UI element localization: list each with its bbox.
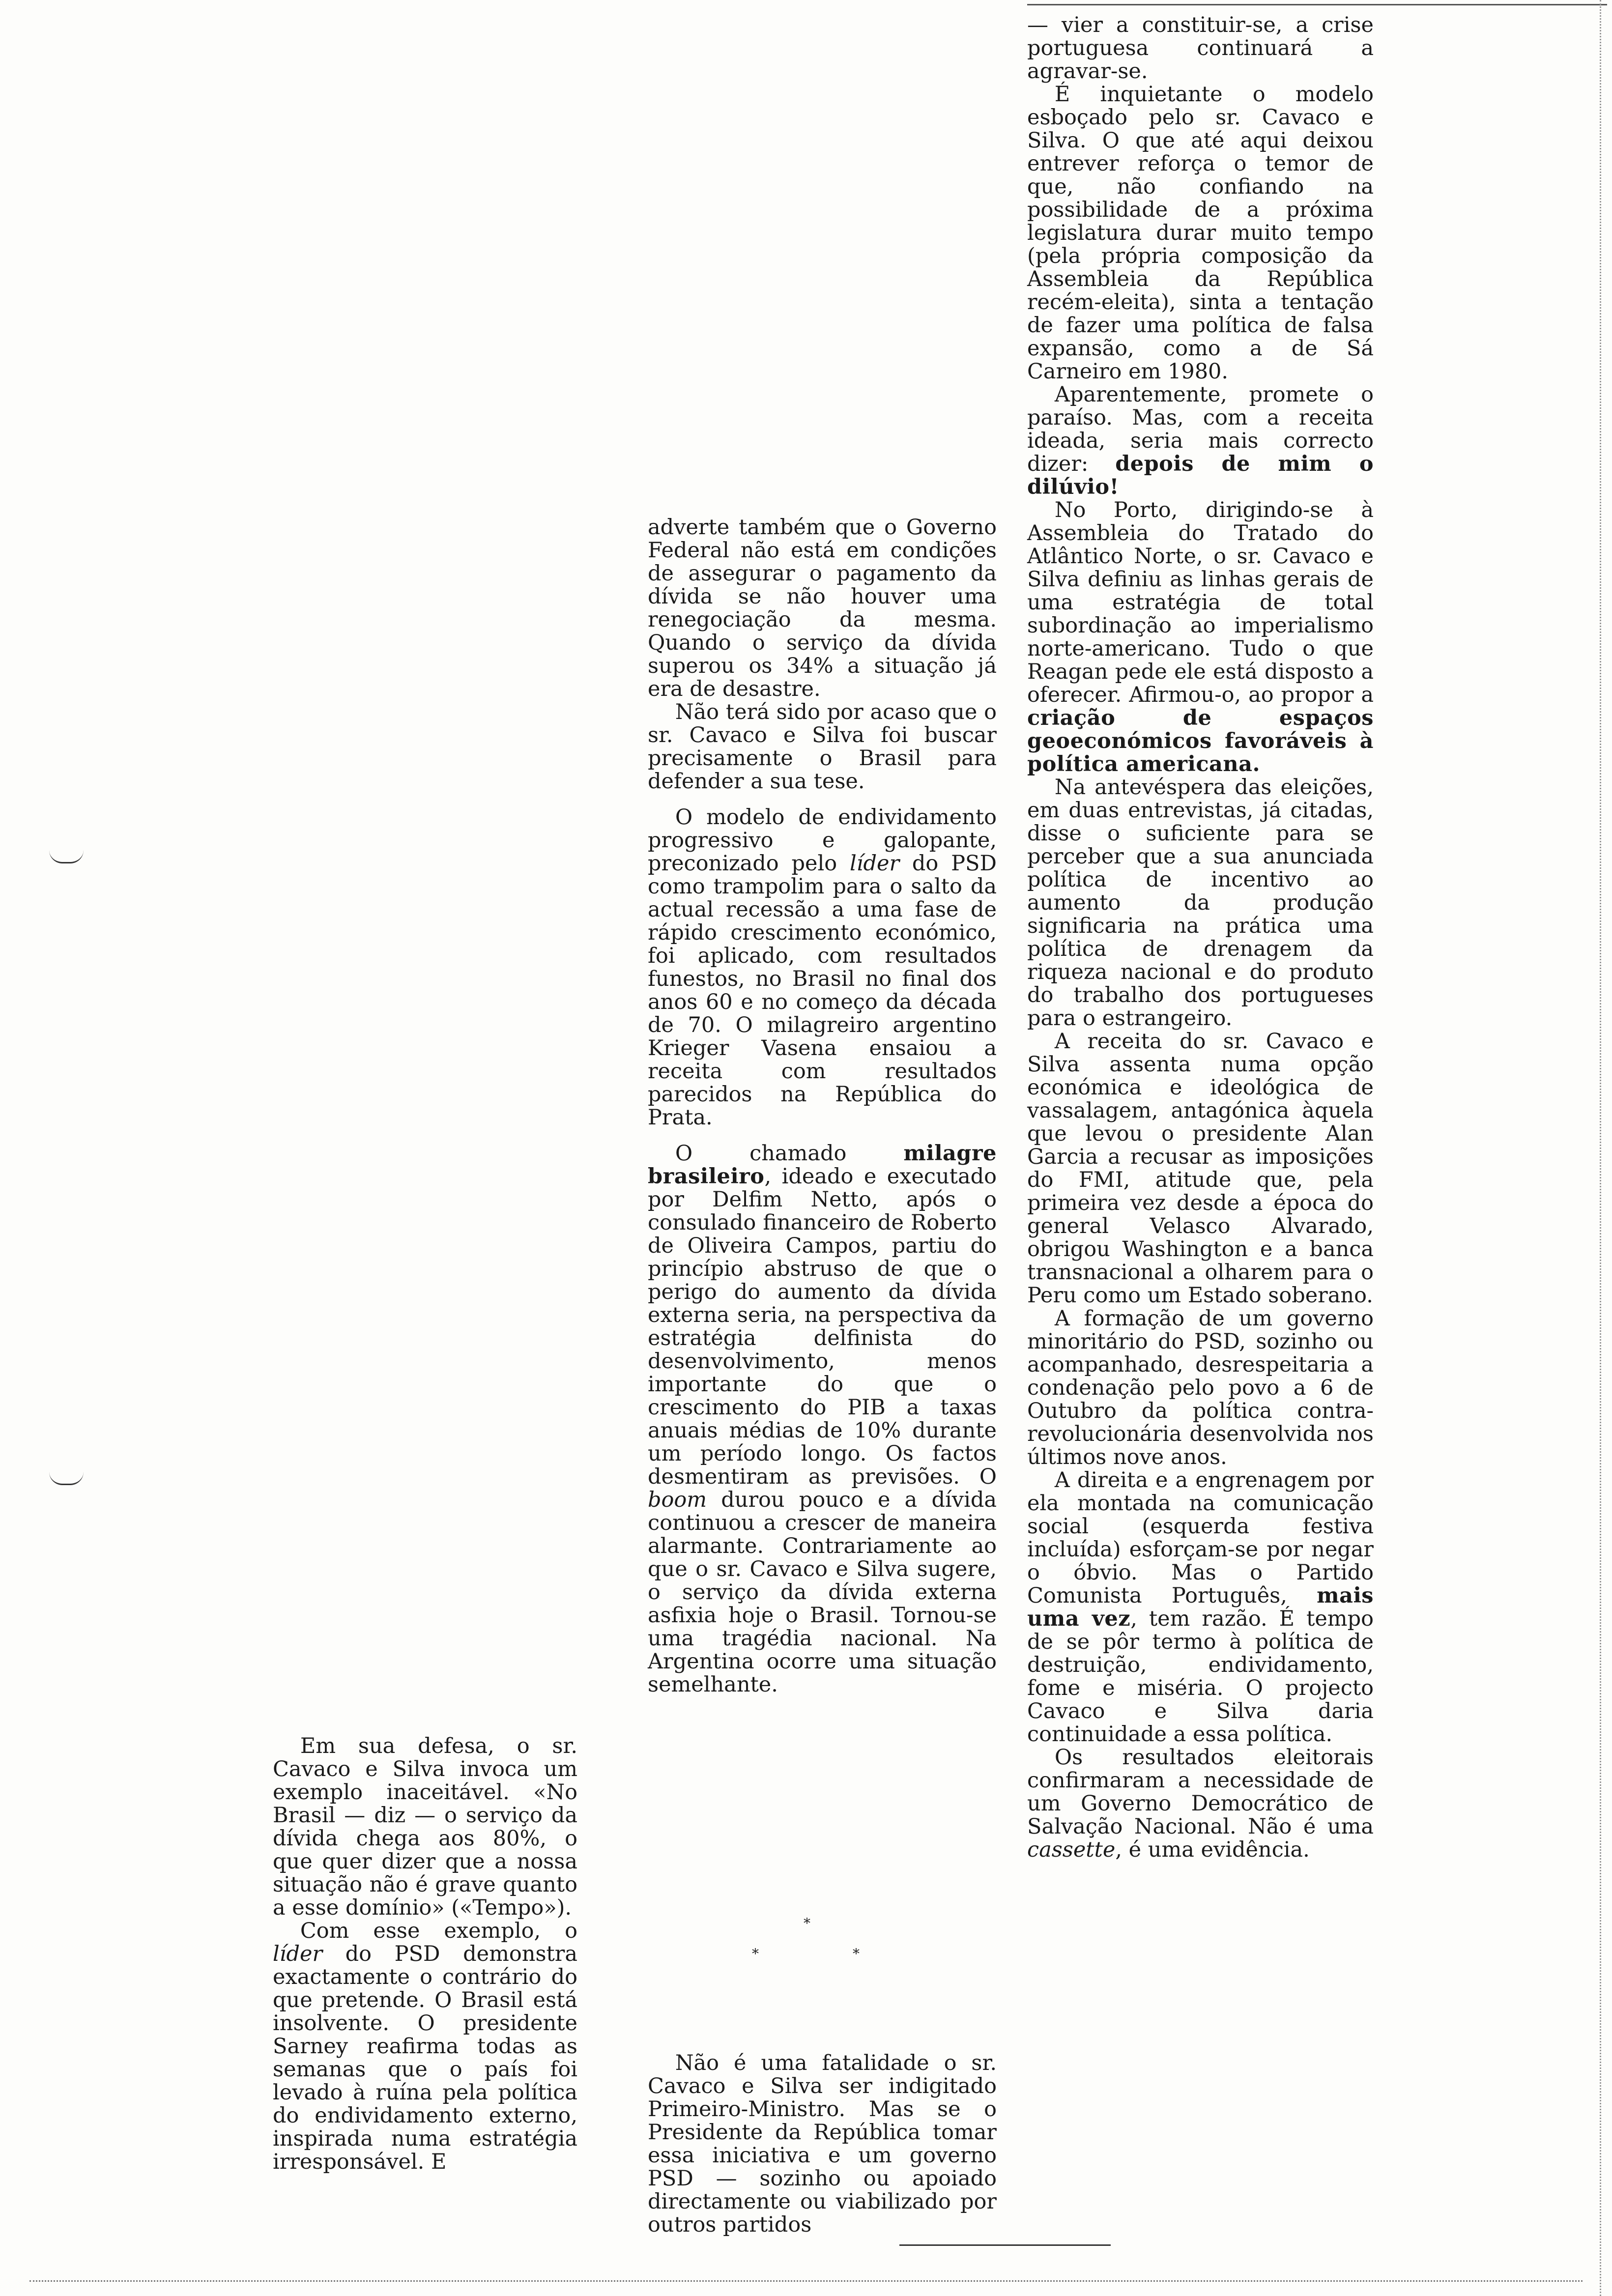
paragraph: Na antevéspera das eleições, em duas entrevistas, já citadas, disse o suficiente para se perceber que a sua anunciada política de incentivo ao aumento da produção significaria na prática uma política de drenagem da riqueza nacional e do produto do trabalho dos portugueses para o estrangeiro. (1027, 775, 1374, 1031)
paragraph: O modelo de endividamento progressivo e galopante, preconizado pelo líder do PSD como trampolim para o salto da actual recessão a uma fase de rápido crescimento económico, foi aplicado, com resultados funestos, no Brasil no final dos anos 60 e no começo da década de 70. O milagreiro argentino Krieger Vasena ensaiou a receita com resultados parecidos na República do Prata. (648, 805, 997, 1130)
paragraph: A direita e a engrenagem por ela montada na comunicação social (esquerda festiva incluída) esforçam-se por negar o óbvio. Mas o Partido Comunista Português, mais uma vez, tem razão. É tempo de se pôr termo à política de destruição, endividamento, fome e miséria. O projecto Cavaco e Silva daria continuidade a essa política. (1027, 1468, 1374, 1747)
section-separator (747, 1917, 870, 1971)
paragraph: Em sua defesa, o sr. Cavaco e Silva invoca um exemplo inaceitável. «No Brasil — diz — o serviço da dívida chega aos 80%, o que quer dizer que a nossa situação não é grave quanto a esse domínio» («Tempo»). (273, 1734, 577, 1920)
emphasis: líder (273, 1942, 323, 1966)
paragraph: A formação de um governo minoritário do PSD, sozinho ou acompanhado, desrespeitaria a condenação pelo povo a 6 de Outubro da política contra-revolucionária desenvolvida nos últimos nove anos. (1027, 1306, 1374, 1469)
article-column-2-tail (648, 2052, 997, 2237)
margin-mark (49, 850, 84, 863)
article-column-1 (273, 1735, 577, 2174)
emphasis: boom (648, 1488, 707, 1512)
article-column-2 (648, 516, 997, 1696)
paragraph: Não terá sido por acaso que o sr. Cavaco e Silva foi buscar precisamente o Brasil para defender a sua tese. (648, 700, 997, 794)
top-rule (1027, 4, 1607, 5)
paragraph: adverte também que o Governo Federal não está em condições de assegurar o pagamento da dívida se não houver uma renegociação da mesma. Quando o serviço da dívida superou os 34% a situação já era de desastre. (648, 515, 997, 701)
paragraph: Aparentemente, promete o paraíso. Mas, com a receita ideada, seria mais correcto dizer: depois de mim o dilúvio! (1027, 382, 1374, 499)
bold-phrase: depois de mim o dilúvio! (1027, 452, 1374, 499)
paragraph: — vier a constituir-se, a crise portuguesa continuará a agravar-se. (1027, 13, 1374, 84)
paragraph: Com esse exemplo, o líder do PSD demonstra exactamente o contrário do que pretende. O Brasil está insolvente. O presidente Sarney reafirma todas as semanas que o país foi levado à ruína pela política do endividamento externo, inspirada numa estratégia irresponsável. E (273, 1919, 577, 2174)
paragraph: Não é uma fatalidade o sr. Cavaco e Silva ser indigitado Primeiro-Ministro. Mas se o Presidente da República tomar essa iniciativa e um governo PSD — sozinho ou apoiado directamente ou viabilizado por outros partidos (648, 2051, 997, 2237)
bold-phrase: criação de espaços geoeconómicos favoráveis à política americana. (1027, 706, 1374, 776)
paragraph: Os resultados eleitorais confirmaram a necessidade de um Governo Democrático de Salvação Nacional. Não é uma cassette, é uma evidência. (1027, 1745, 1374, 1862)
scan-edge (1600, 0, 1601, 2296)
separator-star: * (804, 1915, 810, 1931)
bold-phrase: mais uma vez (1027, 1583, 1374, 1631)
paragraph: A receita do sr. Cavaco e Silva assenta numa opção económica e ideológica de vassalagem, antagónica àquela que levou o presidente Alan Garcia a recusar as imposições do FMI, atitude que, pela primeira vez desde a época do general Velasco Alvarado, obrigou Washington e a banca transnacional a olharem para o Peru como um Estado soberano. (1027, 1029, 1374, 1308)
margin-mark (49, 1472, 84, 1485)
scan-bottom-edge (29, 2280, 1583, 2282)
emphasis: líder (849, 851, 900, 876)
paragraph: O chamado milagre brasileiro, ideado e executado por Delfim Netto, após o consulado financeiro de Roberto de Oliveira Campos, partiu do princípio abstruso de que o perigo do aumento da dívida externa seria, na perspectiva da estratégia delfinista do desenvolvimento, menos importante do que o crescimento do PIB a taxas anuais médias de 10% durante um período longo. Os factos desmentiram as previsões. O boom durou pouco e a dívida continuou a crescer de maneira alarmante. Contrariamente ao que o sr. Cavaco e Silva sugere, o serviço da dívida externa asfixia hoje o Brasil. Tornou-se uma tragédia nacional. Na Argentina ocorre uma situação semelhante. (648, 1141, 997, 1697)
separator-star: * (752, 1946, 759, 1962)
article-column-3 (1027, 14, 1374, 1862)
paragraph: No Porto, dirigindo-se à Assembleia do Tratado do Atlântico Norte, o sr. Cavaco e Silva definiu as linhas gerais de uma estratégia de total subordinação ao imperialismo norte-americano. Tudo o que Reagan pede ele está disposto a oferecer. Afirmou-o, ao propor a criação de espaços geoeconómicos favoráveis à política americana. (1027, 498, 1374, 776)
bottom-rule (899, 2244, 1111, 2246)
paragraph: É inquietante o modelo esboçado pelo sr. Cavaco e Silva. O que até aqui deixou entrever reforça o temor de que, não confiando na possibilidade de a próxima legislatura durar muito tempo (pela própria composição da Assembleia da República recém-eleita), sinta a tentação de fazer uma política de falsa expansão, como a de Sá Carneiro em 1980. (1027, 82, 1374, 384)
bold-phrase: milagre brasileiro (648, 1141, 997, 1189)
separator-star: * (853, 1946, 860, 1962)
emphasis: cassette (1027, 1837, 1116, 1862)
